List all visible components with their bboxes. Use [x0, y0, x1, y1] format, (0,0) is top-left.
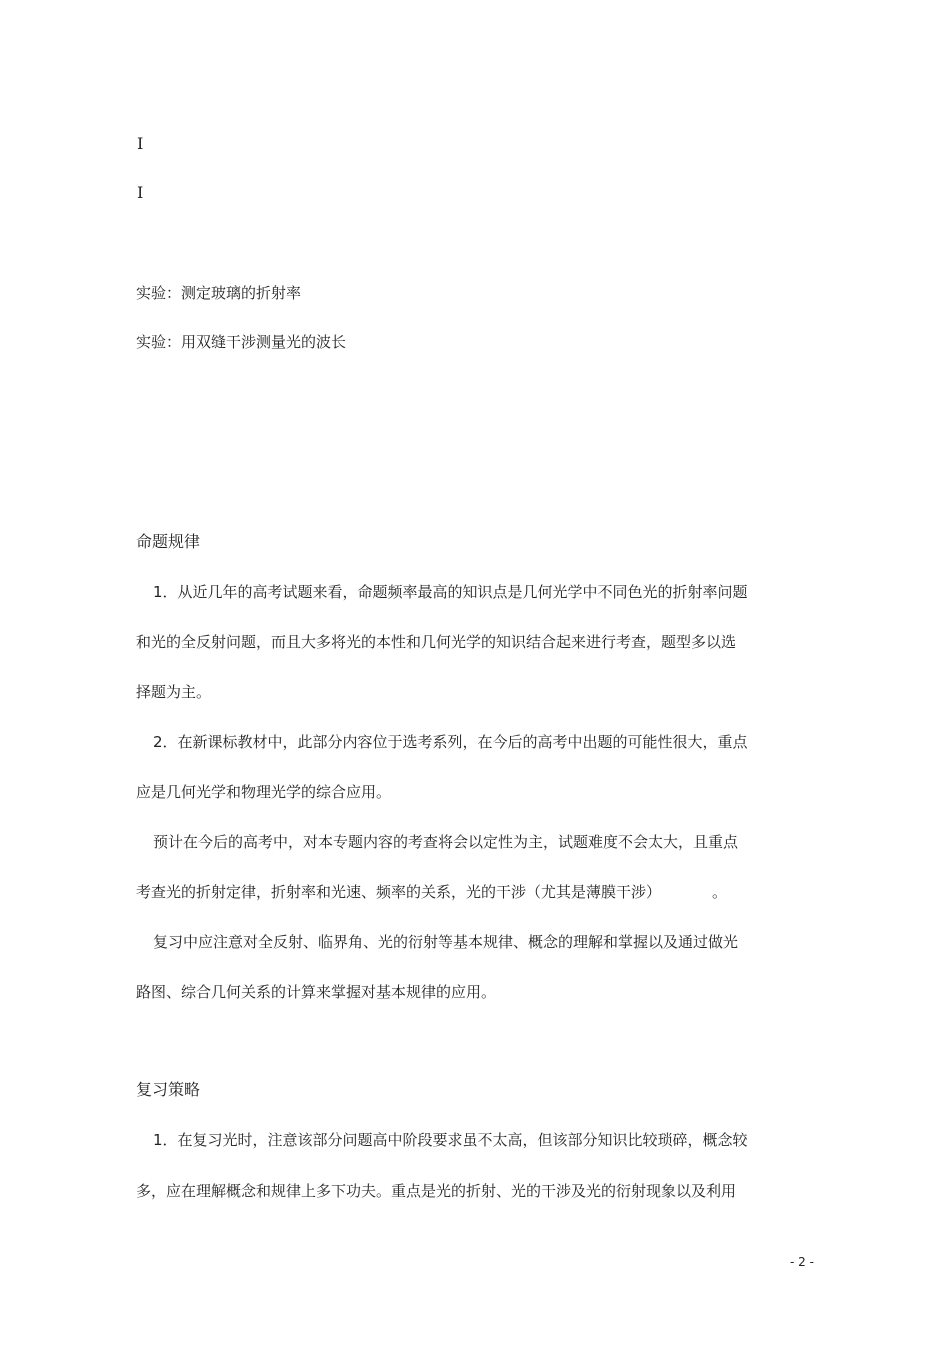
paragraph-line: 应是几何光学和物理光学的综合应用。: [136, 783, 392, 801]
paragraph-line: 1．在复习光时，注意该部分问题高中阶段要求虽不太高，但该部分知识比较琐碎，概念较: [153, 1131, 748, 1149]
paragraph-line: 1．从近几年的高考试题来看，命题频率最高的知识点是几何光学中不同色光的折射率问题: [153, 583, 748, 601]
paragraph-line: 复习中应注意对全反射、临界角、光的衍射等基本规律、概念的理解和掌握以及通过做光: [153, 933, 739, 951]
paragraph-line: 和光的全反射问题，而且大多将光的本性和几何光学的知识结合起来进行考查，题型多以选: [136, 633, 737, 651]
paragraph-line: 多，应在理解概念和规律上多下功夫。重点是光的折射、光的干涉及光的衍射现象以及利用: [136, 1182, 737, 1200]
section-heading: 命题规律: [136, 532, 201, 551]
page-number: - 2 -: [790, 1255, 814, 1269]
section-heading: 复习策略: [136, 1080, 201, 1099]
paragraph-line: 预计在今后的高考中，对本专题内容的考查将会以定性为主，试题难度不会太大，且重点: [153, 833, 739, 851]
trailing-period: 。: [712, 883, 728, 901]
paragraph-line: 择题为主。: [136, 683, 212, 701]
paragraph-line: 考查光的折射定律，折射率和光速、频率的关系，光的干涉（尤其是薄膜干涉）: [136, 883, 662, 901]
experiment-line: 实验：用双缝干涉测量光的波长: [136, 333, 347, 351]
roman-numeral-2: Ⅰ: [137, 183, 144, 202]
experiment-line: 实验：测定玻璃的折射率: [136, 284, 302, 302]
paragraph-line: 2．在新课标教材中，此部分内容位于选考系列，在今后的高考中出题的可能性很大，重点: [153, 733, 748, 751]
roman-numeral-1: Ⅰ: [137, 134, 144, 153]
paragraph-line: 路图、综合几何关系的计算来掌握对基本规律的应用。: [136, 983, 497, 1001]
